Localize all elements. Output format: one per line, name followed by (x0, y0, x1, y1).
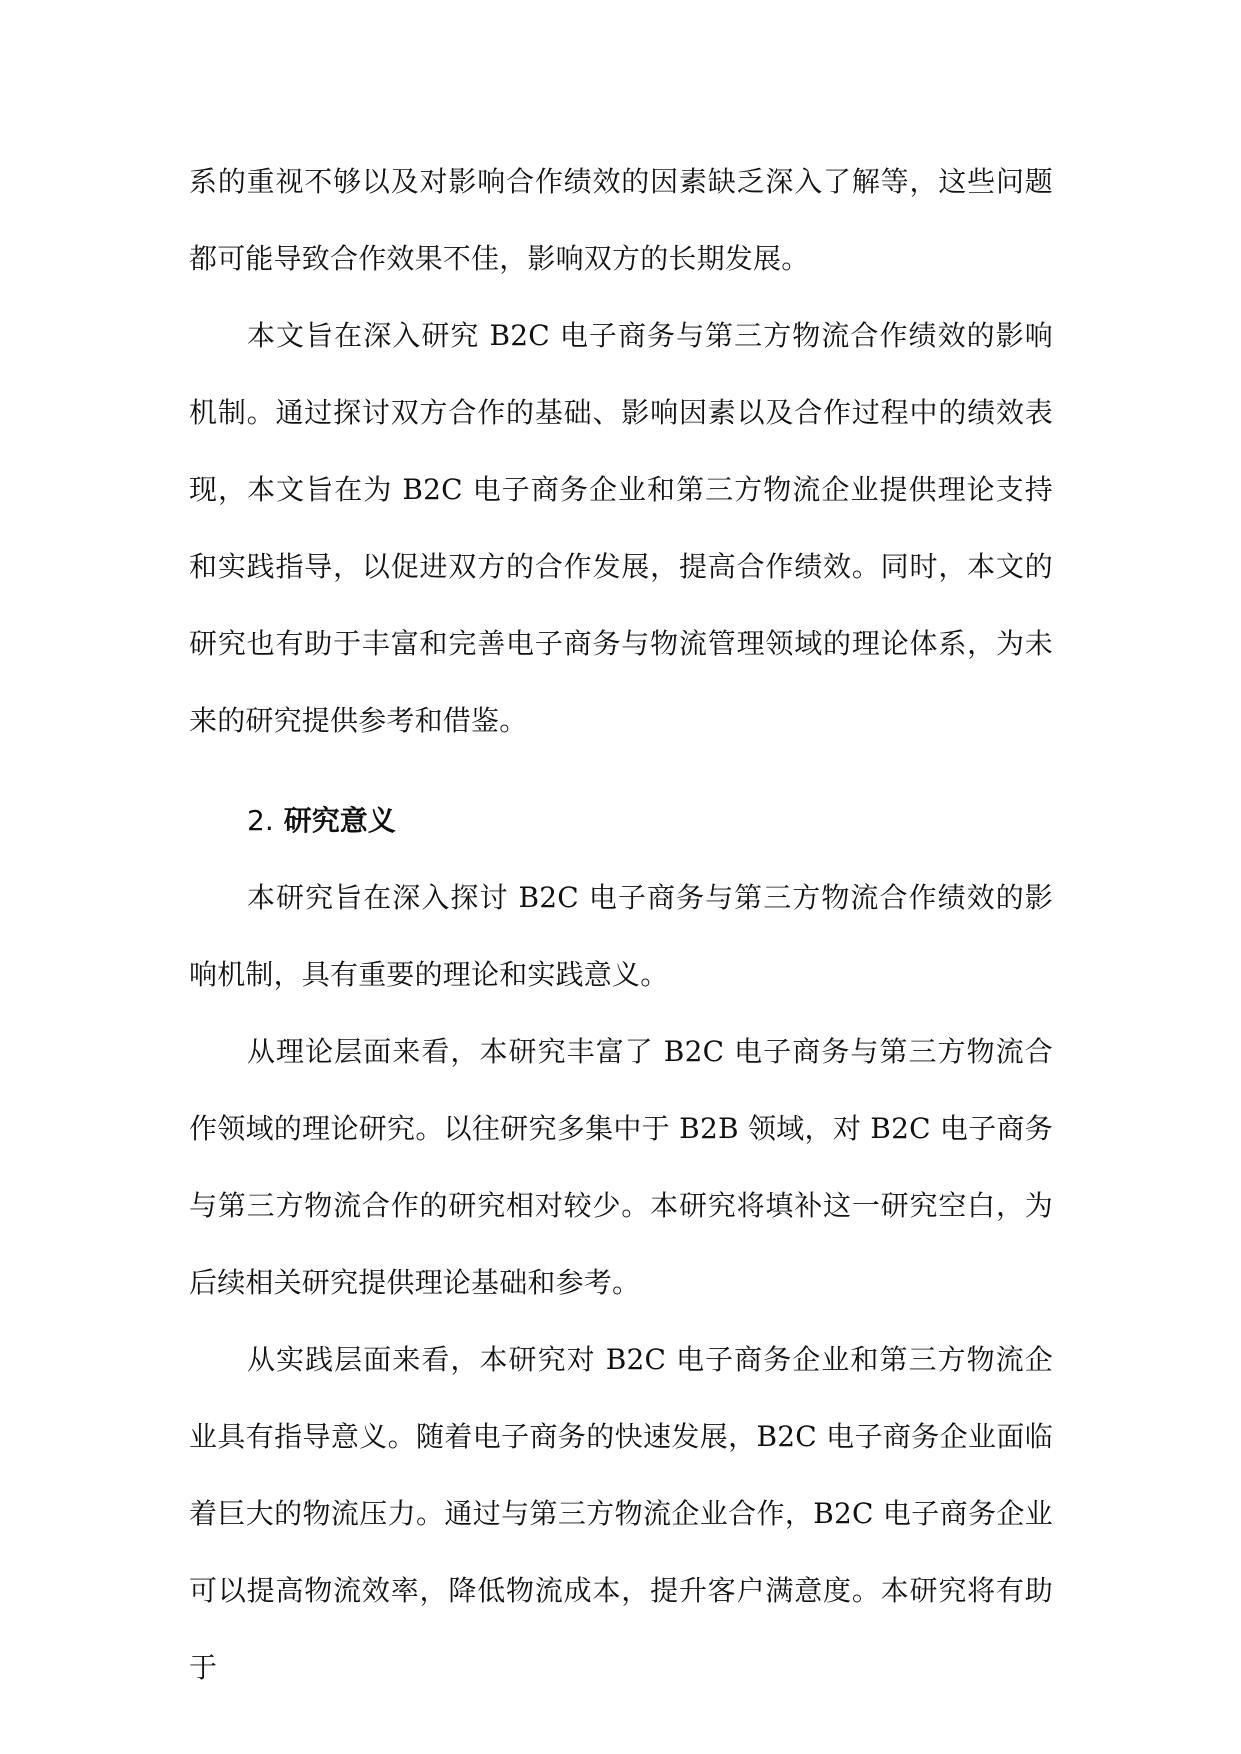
continuation-paragraph: 系的重视不够以及对影响合作绩效的因素缺乏深入了解等，这些问题都可能导致合作效果不佳，影响双方的长期发展。 (189, 165, 1053, 275)
practice-paragraph: 从实践层面来看，本研究对 B2C 电子商务企业和第三方物流企业具有指导意义。随着电子商务的快速发展，B2C 电子商务企业面临着巨大的物流压力。通过与第三方物流企业合作，B2C 电子商务企业可以提高物流效率，降低物流成本，提升客户满意度。本研究将有助于 (189, 1343, 1053, 1684)
theory-paragraph: 从理论层面来看，本研究丰富了 B2C 电子商务与第三方物流合作领域的理论研究。以往研究多集中于 B2B 领域，对 B2C 电子商务与第三方物流合作的研究相对较少。本研究将填补这一研究空白，为后续相关研究提供理论基础和参考。 (189, 1035, 1053, 1299)
section-number: 2. (247, 804, 274, 837)
significance-paragraph: 本研究旨在深入探讨 B2C 电子商务与第三方物流合作绩效的影响机制，具有重要的理论和实践意义。 (189, 881, 1053, 991)
research-aim-paragraph: 本文旨在深入研究 B2C 电子商务与第三方物流合作绩效的影响机制。通过探讨双方合作的基础、影响因素以及合作过程中的绩效表现，本文旨在为 B2C 电子商务企业和第三方物流企业提供理论支持和实践指导，以促进双方的合作发展，提高合作绩效。同时，本文的研究也有助于丰富和完善电子商务与物流管理领域的理论体系，为未来的研究提供参考和借鉴。 (189, 319, 1053, 737)
document-page (189, 143, 1053, 1706)
section-title: 研究意义 (283, 804, 396, 837)
section-heading (189, 782, 1053, 859)
